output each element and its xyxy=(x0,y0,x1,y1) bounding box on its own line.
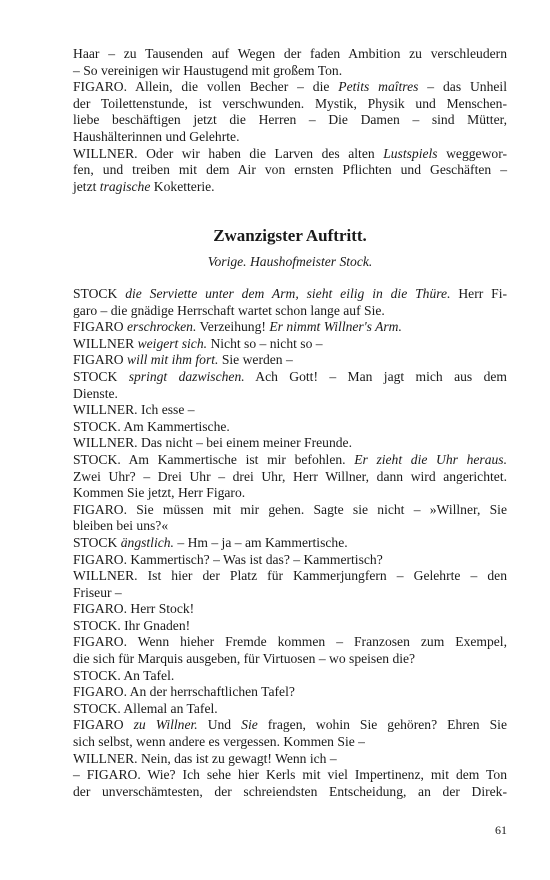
text-line xyxy=(73,303,507,320)
text-line xyxy=(73,402,507,419)
text-line xyxy=(73,369,507,386)
stage-direction-text: zu Willner. xyxy=(133,717,198,733)
text-line xyxy=(73,784,507,801)
dialogue-text: Herr Fi- xyxy=(450,286,507,301)
text-line xyxy=(73,634,507,651)
stage-direction-text: springt dazwischen. xyxy=(128,368,245,384)
stage-direction-text: weigert sich. xyxy=(137,335,208,351)
stage-direction-text: will mit ihm fort. xyxy=(127,352,219,368)
dialogue-text: Dienste. xyxy=(73,385,118,401)
dialogue-text: STOCK xyxy=(73,286,126,301)
dialogue-text: STOCK. Ihr Gnaden! xyxy=(73,617,191,633)
stage-direction-text: Sie xyxy=(241,717,258,733)
text-line xyxy=(73,618,507,635)
text-line xyxy=(73,336,507,353)
text-line xyxy=(73,386,507,403)
dialogue-text: der unverschämtesten, der schreiendsten Entscheidung, an der Direk- xyxy=(73,783,507,799)
dialogue-text: WILLNER. Oder wir haben die Larven des alten xyxy=(73,145,384,161)
text-line xyxy=(73,63,507,80)
dialogue-text: fen, und treiben mit dem Air von ernsten Pflichten und Geschäften – xyxy=(73,162,507,178)
text-line xyxy=(73,79,507,96)
stage-direction-text: erschrocken. xyxy=(127,319,197,335)
dialogue-text: STOCK. Am Kammertische ist mir befohlen. xyxy=(73,451,355,467)
dialogue-text: Nicht so – nicht so – xyxy=(207,335,323,351)
text-line xyxy=(73,419,507,436)
text-line xyxy=(73,146,507,163)
text-line xyxy=(73,552,507,569)
dialogue-text: FIGARO. An der herrschaftlichen Tafel? xyxy=(73,684,295,700)
text-line xyxy=(73,179,507,196)
dialogue-text: Zwei Uhr? – Drei Uhr – drei Uhr, Herr Willner, dann wird angerichtet. xyxy=(73,468,507,484)
text-line xyxy=(73,734,507,751)
dialogue-text: fragen, wohin Sie gehören? Ehren Sie xyxy=(257,717,507,733)
stage-direction-text: ängstlich. xyxy=(120,534,174,550)
dialogue-text: Kommen Sie jetzt, Herr Figaro. xyxy=(73,485,246,501)
text-line xyxy=(73,485,507,502)
dialogue-text: der Toilettenstunde, ist verschwunden. Mystik, Physik und Menschen- xyxy=(73,95,507,111)
dialogue-text: STOCK. Allemal an Tafel. xyxy=(73,700,218,716)
dialogue-text: garo – die gnädige Herrschaft wartet schon lange auf Sie. xyxy=(73,302,385,318)
stage-direction-text: tragische xyxy=(99,178,151,194)
dialogue-text: WILLNER. Nein, das ist zu gewagt! Wenn ich – xyxy=(73,750,337,766)
text-line xyxy=(73,751,507,768)
dialogue-text: Und xyxy=(197,717,242,733)
text-line xyxy=(73,585,507,602)
text-line xyxy=(73,319,507,336)
dialogue-text: STOCK. Am Kammertische. xyxy=(73,418,230,434)
dialogue-text: FIGARO. Kammertisch? – Was ist das? – Kammertisch? xyxy=(73,551,383,567)
dialogue-text: – FIGARO. Wie? Ich sehe hier Kerls mit viel Impertinenz, mit dem Ton xyxy=(73,767,507,783)
stage-direction-text: Er zieht die Uhr heraus. xyxy=(354,451,507,467)
dialogue-text: FIGARO. Sie müssen mit mir gehen. Sagte sie nicht – »Willner, Sie xyxy=(73,501,507,517)
text-line xyxy=(73,502,507,519)
text-line xyxy=(73,767,507,784)
text-line xyxy=(73,701,507,718)
dialogue-text: – Hm – ja – am Kammertische. xyxy=(173,534,348,550)
stage-direction-text: die Serviette unter dem Arm, sieht eilig in die Thüre. xyxy=(125,286,451,301)
text-line xyxy=(73,452,507,469)
dialogue-text: WILLNER xyxy=(73,335,138,351)
dialogue-text: STOCK. An Tafel. xyxy=(73,667,175,683)
text-line xyxy=(73,518,507,535)
text-line xyxy=(73,46,507,63)
dialogue-text: FIGARO xyxy=(73,319,128,335)
dialogue-text: STOCK xyxy=(73,368,129,384)
dialogue-block-top xyxy=(73,46,507,195)
dialogue-text: FIGARO. Wenn hieher Fremde kommen – Franzosen zum Exempel, xyxy=(73,634,507,650)
dialogue-text: Sie werden – xyxy=(218,352,293,368)
dialogue-text: Ach Gott! – Man jagt mich aus dem xyxy=(244,368,507,384)
text-line xyxy=(73,129,507,146)
text-line xyxy=(73,96,507,113)
dialogue-text: WILLNER. Ist hier der Platz für Kammerjungfern – Gelehrte – den xyxy=(73,568,507,584)
dialogue-text: FIGARO xyxy=(73,352,128,368)
dialogue-text: jetzt xyxy=(73,178,100,194)
dialogue-text: FIGARO. Herr Stock! xyxy=(73,601,195,617)
dialogue-text: – das Unheil xyxy=(418,79,507,95)
dialogue-text: Haar – zu Tausenden auf Wegen der faden Ambition zu verschleudern xyxy=(73,46,507,61)
dialogue-text: sich selbst, wenn andere es vergessen. Kommen Sie – xyxy=(73,734,365,750)
text-line xyxy=(73,651,507,668)
dialogue-text: liebe beschäftigen jetzt die Herren – Die Damen – sind Mütter, xyxy=(73,112,507,128)
text-line xyxy=(73,162,507,179)
page-number: 61 xyxy=(495,823,507,837)
stage-direction-text: Lustspiels xyxy=(383,145,438,161)
dialogue-text: WILLNER. Ich esse – xyxy=(73,402,195,418)
dialogue-text: Friseur – xyxy=(73,584,122,600)
dialogue-text: – So vereinigen wir Haustugend mit großem Ton. xyxy=(73,62,343,78)
dialogue-text: STOCK xyxy=(73,534,121,550)
dialogue-text: bleiben bei uns?« xyxy=(73,518,169,534)
scene-heading: Zwanzigster Auftritt. xyxy=(213,226,367,245)
text-line xyxy=(73,668,507,685)
text-line xyxy=(73,601,507,618)
text-line xyxy=(73,717,507,734)
text-line xyxy=(73,535,507,552)
text-line xyxy=(73,286,507,303)
stage-direction-text: Petits maîtres xyxy=(338,79,419,95)
dialogue-text: FIGARO xyxy=(73,717,134,733)
dialogue-text: Haushälterinnen und Gelehrte. xyxy=(73,128,240,144)
text-line xyxy=(73,469,507,486)
text-line xyxy=(73,684,507,701)
dialogue-text: Verzeihung! xyxy=(196,319,270,335)
stage-direction-text: Er nimmt Willner's Arm. xyxy=(269,319,402,335)
text-line xyxy=(73,112,507,129)
text-line xyxy=(73,435,507,452)
dialogue-text: Koketterie. xyxy=(150,178,215,194)
dialogue-text: WILLNER. Das nicht – bei einem meiner Freunde. xyxy=(73,435,352,451)
scene-stage-direction: Vorige. Haushofmeister Stock. xyxy=(207,254,373,269)
text-line xyxy=(73,352,507,369)
dialogue-text: weggewor- xyxy=(437,145,507,161)
dialogue-text: die sich für Marquis ausgeben, für Virtuosen – wo speisen die? xyxy=(73,651,416,667)
text-line xyxy=(73,568,507,585)
dialogue-block-bottom xyxy=(73,286,507,800)
dialogue-text: FIGARO. Allein, die vollen Becher – die xyxy=(73,79,339,95)
